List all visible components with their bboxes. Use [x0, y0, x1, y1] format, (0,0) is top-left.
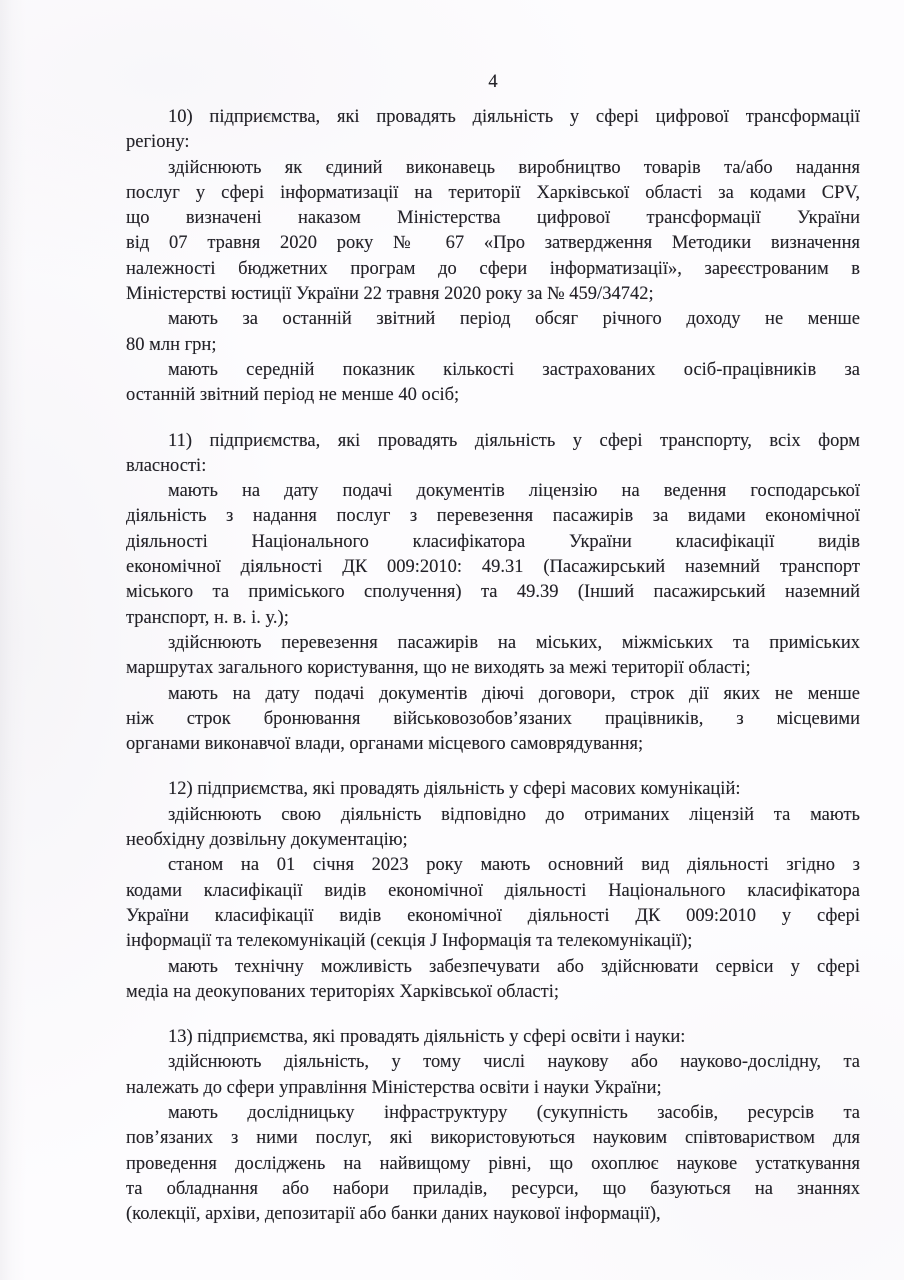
- text-line: регіону:: [126, 132, 190, 153]
- paragraph: [126, 479, 860, 631]
- text-line: що визначені наказом Міністерства цифрової трансформації України: [126, 208, 860, 229]
- text-line: належності бюджетних програм до сфери інформатизації», зареєстрованим в: [126, 258, 860, 279]
- text-line: економічної діяльності ДК 009:2010: 49.31 (Пасажирський наземний транспорт: [126, 557, 860, 578]
- text-line: маршрутах загального користування, що не виходять за межі території області;: [126, 658, 751, 679]
- text-line: 10) підприємства, які провадять діяльність у сфері цифрової трансформації: [168, 107, 860, 127]
- paragraph: [126, 156, 860, 308]
- text-line: мають на дату подачі документів ліцензію на ведення господарської: [168, 481, 860, 502]
- text-line: станом на 01 січня 2023 року мають основний вид діяльності згідно з: [168, 855, 860, 876]
- paragraph: [126, 803, 860, 854]
- text-line: мають середній показник кількості застрахованих осіб-працівників за: [168, 359, 860, 380]
- text-line: органами виконавчої влади, органами місцевого самоврядування;: [126, 734, 644, 755]
- text-line: ніж строк бронювання військовозобов’язаних працівників, з місцевими: [126, 708, 860, 729]
- document-body: [126, 105, 860, 1227]
- text-line: останній звітний період не менше 40 осіб;: [126, 385, 460, 406]
- text-line: 11) підприємства, які провадять діяльність у сфері транспорту, всіх форм: [168, 430, 860, 451]
- paragraph: [126, 682, 860, 758]
- text-line: здійснюють свою діяльність відповідно до отриманих ліцензій та мають: [168, 804, 860, 825]
- paragraph: [126, 307, 860, 358]
- page-content: [126, 0, 860, 1227]
- text-line: здійснюють як єдиний виконавець виробництво товарів та/або надання: [168, 157, 860, 178]
- text-line: діяльності Національного класифікатора України класифікації видів: [126, 531, 860, 552]
- paragraph: [126, 1050, 860, 1101]
- paragraph: [126, 1025, 860, 1050]
- text-line: мають за останній звітний період обсяг річного доходу не менше: [168, 309, 860, 330]
- text-line: транспорт, н. в. і. у.);: [126, 607, 289, 628]
- text-line: пов’язаних з ними послуг, які використовуються науковим співтовариством для: [126, 1128, 860, 1149]
- paragraph: [126, 358, 860, 409]
- page-number: 4: [488, 72, 498, 92]
- text-line: здійснюють діяльність, у тому числі наукову або науково-дослідну, та: [168, 1052, 860, 1073]
- text-line: необхідну дозвільну документацію;: [126, 830, 408, 851]
- text-line: 12) підприємства, які провадять діяльність у сфері масових комунікацій:: [168, 779, 741, 800]
- text-line: медіа на деокупованих територіях Харківської області;: [126, 981, 559, 1002]
- text-line: (колекції, архіви, депозитарії або банки даних наукової інформації),: [126, 1204, 661, 1225]
- paragraph: [126, 777, 860, 802]
- text-line: кодами класифікації видів економічної діяльності Національного класифікатора: [126, 880, 860, 901]
- text-line: мають дослідницьку інфраструктуру (сукупність засобів, ресурсів та: [168, 1102, 860, 1123]
- text-line: здійснюють перевезення пасажирів на міських, міжміських та приміських: [168, 632, 860, 653]
- text-line: 80 млн грн;: [126, 334, 217, 355]
- text-line: від 07 травня 2020 року № 67 «Про затвердження Методики визначення: [126, 233, 860, 254]
- paragraph: [126, 853, 860, 954]
- text-line: інформації та телекомунікацій (секція J Інформація та телекомунікації);: [126, 931, 693, 952]
- text-line: мають технічну можливість забезпечувати або здійснювати сервіси у сфері: [168, 956, 860, 977]
- text-line: України класифікації видів економічної діяльності ДК 009:2010 у сфері: [126, 905, 860, 926]
- paragraph: [126, 955, 860, 1006]
- text-line: Міністерстві юстиції України 22 травня 2020 року за № 459/34742;: [126, 284, 654, 305]
- text-line: та обладнання або набори приладів, ресурси, що базуються на знаннях: [126, 1178, 860, 1199]
- text-line: проведення досліджень на найвищому рівні, що охоплює наукове устаткування: [126, 1153, 860, 1174]
- text-line: 13) підприємства, які провадять діяльність у сфері освіти і науки:: [168, 1027, 686, 1048]
- text-line: власності:: [126, 455, 207, 476]
- text-line: мають на дату подачі документів діючі договори, строк дії яких не менше: [168, 683, 860, 704]
- paragraph: [126, 429, 860, 480]
- paragraph: [126, 105, 860, 156]
- text-line: діяльність з надання послуг з перевезення пасажирів за видами економічної: [126, 506, 860, 527]
- paragraph: [126, 1101, 860, 1227]
- text-line: належать до сфери управління Міністерства освіти і науки України;: [126, 1077, 662, 1098]
- paragraph: [126, 631, 860, 682]
- text-line: міського та приміського сполучення) та 49.39 (Інший пасажирський наземний: [126, 582, 860, 603]
- text-line: послуг у сфері інформатизації на території Харківської області за кодами CPV,: [126, 182, 860, 203]
